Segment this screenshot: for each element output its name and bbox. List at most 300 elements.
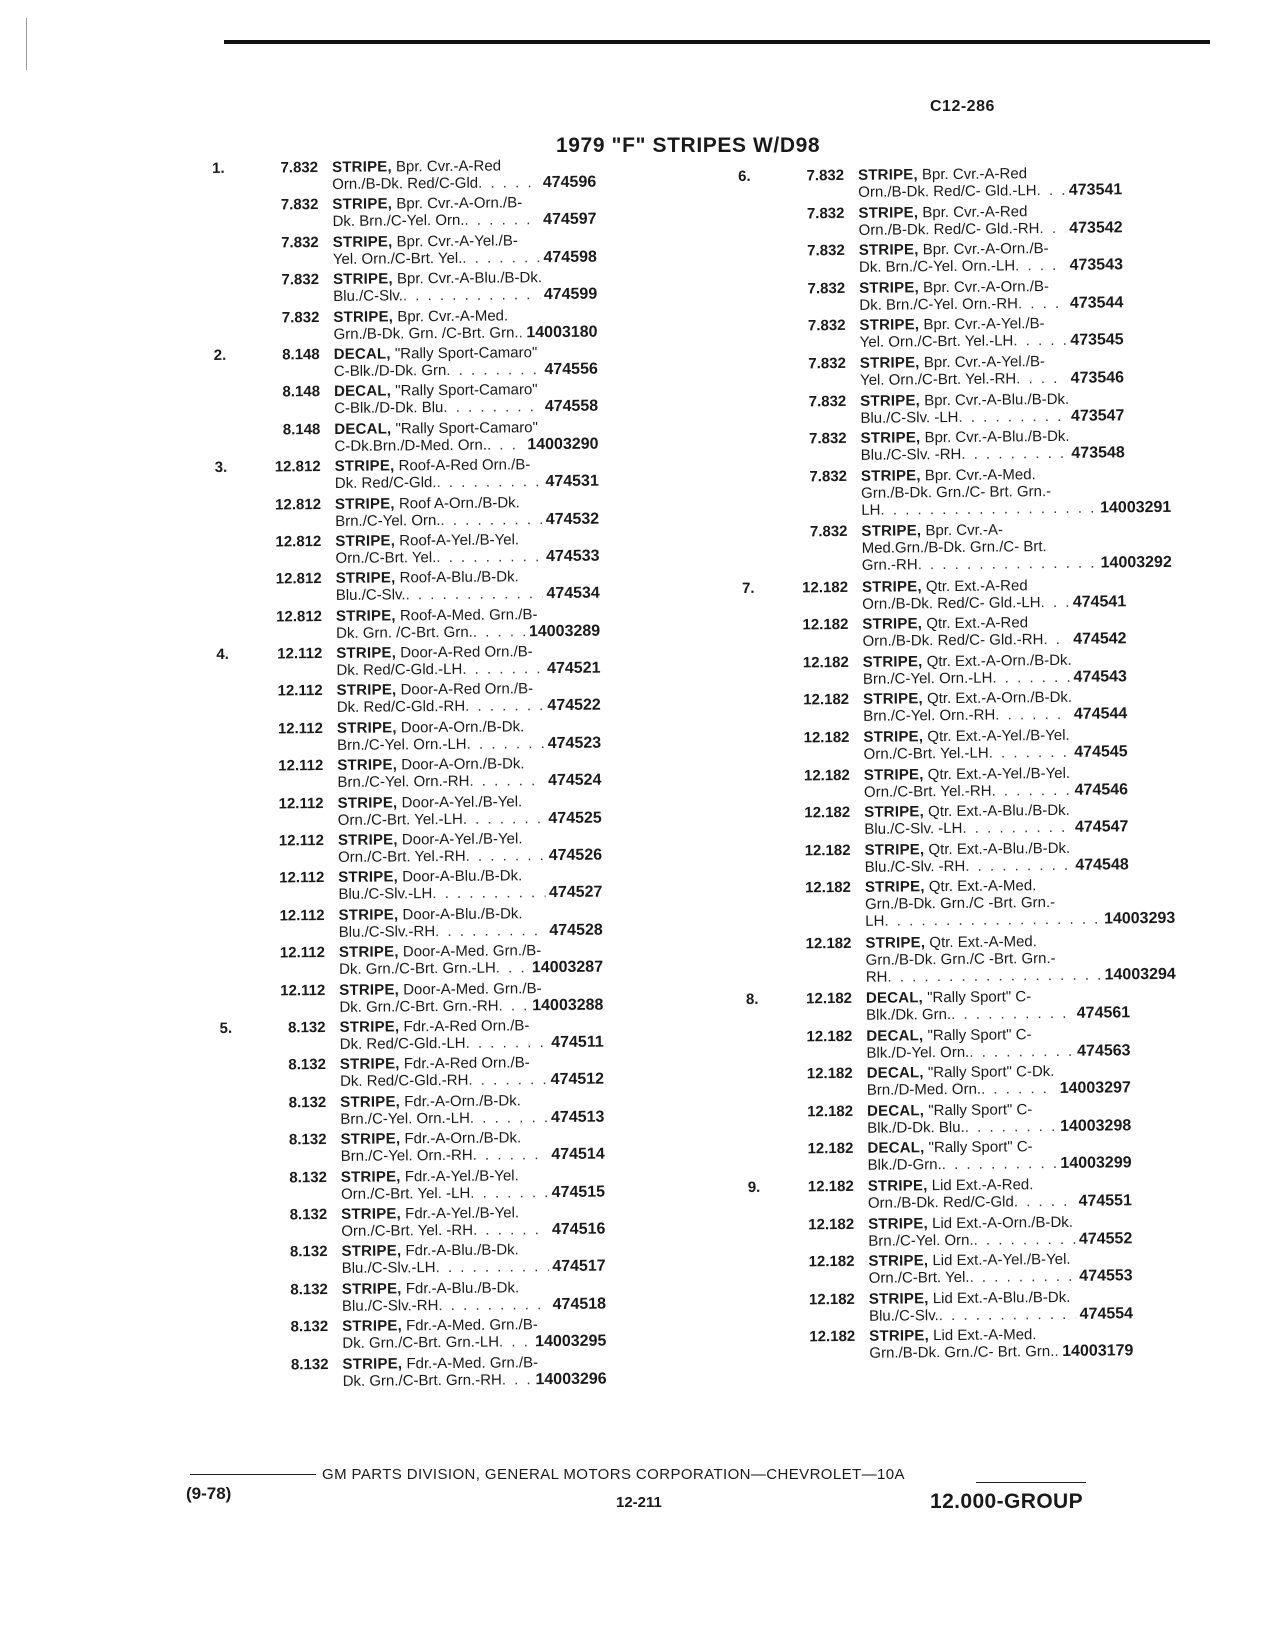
figure-number: 12.812 — [276, 607, 323, 626]
reference-number: 6. — [738, 167, 751, 185]
part-name: STRIPE, — [339, 1055, 400, 1074]
figure-number: 8.148 — [282, 346, 320, 364]
part-description — [336, 643, 600, 679]
part-number: 474527 — [548, 884, 603, 902]
part-spec: Qtr. Ext.-A-Blu./B-Dk. — [928, 839, 1071, 858]
part-number: 474521 — [546, 659, 601, 678]
part-entry — [215, 530, 645, 571]
dot-leader — [436, 548, 542, 566]
reference-number: 1. — [212, 159, 225, 177]
description-leader-line — [339, 996, 603, 1015]
part-description — [337, 717, 601, 753]
part-number: 474513 — [550, 1108, 605, 1126]
dot-leader — [487, 436, 523, 453]
dot-leader — [466, 847, 545, 865]
part-entry — [741, 427, 1171, 469]
part-spec: Yel. Orn./C-Brt. Yel.-RH — [859, 370, 1017, 389]
figure-number: 12.112 — [278, 757, 324, 775]
part-number: 474597 — [543, 211, 597, 229]
figure-number: 12.112 — [279, 944, 325, 962]
part-name: DECAL, — [333, 345, 391, 363]
description-leader-line — [866, 966, 1176, 986]
part-entry — [748, 1175, 1178, 1217]
figure-number: 12.182 — [809, 1328, 856, 1346]
part-number: 474516 — [551, 1220, 606, 1239]
description-line: Grn./B-Dk. Grn./C -Brt. Grn.- — [865, 949, 1056, 969]
part-number: 473542 — [1069, 218, 1123, 237]
dot-leader — [462, 660, 543, 678]
part-name: STRIPE, — [868, 1214, 928, 1233]
part-name: STRIPE, — [337, 794, 398, 812]
part-number: 14003297 — [1059, 1079, 1131, 1098]
part-name: STRIPE, — [865, 933, 926, 952]
part-name: STRIPE, — [340, 1167, 401, 1186]
part-description — [865, 932, 1175, 986]
left-parts-column — [212, 156, 653, 1394]
dot-leader — [464, 212, 539, 230]
part-spec: Door-A-Orn./B-Dk. — [401, 755, 525, 774]
description-leader-line — [333, 286, 597, 305]
figure-number: 12.182 — [804, 841, 851, 860]
part-entry — [219, 904, 649, 945]
part-spec: Roof A-Orn./B-Dk. — [398, 493, 520, 512]
part-spec: Dk. Red/C-Gld.-RH — [339, 1072, 469, 1091]
part-entry — [739, 277, 1169, 319]
part-spec: Lid Ext.-A-Blu./B-Dk. — [932, 1288, 1071, 1307]
figure-number: 7.832 — [809, 523, 848, 541]
part-spec: Bpr. Cvr.-A-Orn./B- — [922, 240, 1049, 259]
figure-number: 8.132 — [289, 1243, 328, 1261]
description-line: Grn./B-Dk. Grn./C -Brt. Grn.- — [864, 894, 1056, 914]
part-name: STRIPE, — [861, 577, 922, 596]
part-description — [862, 576, 1126, 613]
part-spec: Blk./D-Yel. Orn. — [866, 1043, 970, 1062]
part-entry — [220, 1054, 650, 1095]
description-leader-line — [338, 847, 602, 866]
part-spec: Orn./C-Brt. Yel.-LH — [863, 744, 989, 763]
part-spec: Dk. Grn./C-Brt. Grn.-LH — [342, 1333, 500, 1353]
dot-leader — [496, 959, 528, 976]
part-description — [863, 726, 1127, 763]
part-name: STRIPE, — [331, 158, 392, 176]
part-spec: Orn./C-Brt. Yel.-RH — [863, 782, 992, 801]
part-spec: Roof-A-Yel./B-Yel. — [399, 531, 520, 550]
part-entry — [214, 381, 644, 422]
part-description — [340, 1129, 604, 1165]
part-spec: Door-A-Red Orn./B- — [400, 643, 533, 662]
part-number: 474599 — [543, 285, 598, 304]
part-description — [342, 1316, 606, 1352]
part-entry — [744, 763, 1174, 805]
part-spec: Qtr. Ext.-A-Med. — [928, 877, 1037, 896]
part-entry — [220, 1128, 650, 1169]
part-spec: Qtr. Ext.-A-Med. — [929, 932, 1037, 951]
part-description — [867, 1063, 1131, 1100]
description-leader-line — [343, 1370, 607, 1389]
part-number: 474511 — [551, 1033, 604, 1052]
dot-leader — [438, 1296, 548, 1314]
reference-number: 9. — [747, 1178, 761, 1196]
description-leader-line — [336, 585, 600, 604]
part-number: 474598 — [543, 248, 597, 266]
part-spec: Brn./C-Yel. Orn.-LH — [337, 735, 467, 754]
part-name: DECAL, — [867, 1139, 925, 1158]
part-description — [861, 465, 1171, 519]
part-entry — [217, 680, 647, 721]
part-spec: Dk. Red/C-Gld.-RH — [336, 698, 466, 717]
part-name: STRIPE, — [339, 1018, 400, 1036]
part-name: STRIPE, — [338, 868, 399, 887]
description-leader-line — [342, 1258, 606, 1277]
part-name: DECAL, — [866, 1102, 925, 1120]
part-description — [868, 1175, 1132, 1212]
dot-leader — [918, 555, 1097, 574]
figure-number: 12.112 — [279, 906, 325, 925]
dot-leader — [884, 911, 1100, 930]
part-number: 474546 — [1074, 780, 1129, 799]
part-name: STRIPE, — [335, 532, 396, 550]
part-spec: Brn./C-Yel. Orn.-RH — [863, 706, 996, 726]
part-spec: Bpr. Cvr.-A-Blu./B-Dk. — [396, 269, 543, 288]
figure-number: 12.182 — [803, 728, 850, 747]
part-number: 474554 — [1079, 1305, 1134, 1323]
figure-number: 12.182 — [806, 1027, 853, 1046]
part-entry — [215, 493, 645, 534]
description-leader-line — [337, 697, 601, 716]
dot-leader — [443, 398, 541, 416]
part-description — [859, 277, 1123, 314]
part-number: 14003288 — [532, 996, 604, 1014]
part-name: STRIPE, — [860, 391, 921, 410]
part-spec: Bpr. Cvr.-A-Red — [395, 157, 502, 176]
part-spec: Blu./C-Slv.-RH — [341, 1296, 439, 1315]
figure-number: 8.132 — [287, 1019, 326, 1037]
figure-number: 7.832 — [806, 204, 845, 222]
part-entry — [214, 418, 644, 459]
part-entry — [742, 575, 1172, 617]
part-name: DECAL, — [334, 420, 392, 438]
part-name: STRIPE, — [857, 166, 918, 184]
figure-number: 8.132 — [290, 1318, 329, 1336]
part-entry — [740, 352, 1170, 394]
part-spec: Door-A-Yel./B-Yel. — [401, 792, 523, 812]
part-name: STRIPE, — [858, 203, 919, 222]
description-leader-line — [865, 910, 1175, 930]
part-entry — [749, 1325, 1179, 1367]
description-leader-line — [867, 1080, 1131, 1100]
part-spec: Orn./C-Brt. Yel.-RH — [338, 847, 466, 866]
part-description — [859, 239, 1123, 276]
part-entry — [218, 829, 648, 870]
part-entry — [746, 987, 1176, 1029]
dot-leader — [1040, 593, 1068, 610]
part-spec: Fdr.-A-Red Orn./B- — [403, 1017, 530, 1036]
figure-number: 12.182 — [808, 1290, 855, 1309]
part-description — [337, 755, 601, 791]
figure-number: 12.812 — [274, 458, 321, 476]
part-spec: Blk./D-Dk. Blu. — [867, 1118, 965, 1137]
figure-number: 12.182 — [806, 1065, 853, 1083]
part-number: 474551 — [1078, 1192, 1133, 1210]
dot-leader — [469, 772, 544, 790]
figure-number: 7.832 — [281, 233, 319, 252]
part-spec: Fdr.-A-Orn./B-Dk. — [404, 1129, 522, 1148]
dot-leader — [473, 623, 525, 640]
figure-number: 12.182 — [805, 934, 852, 953]
part-name: STRIPE, — [332, 195, 393, 214]
reference-number: 3. — [214, 459, 228, 477]
description-leader-line — [867, 1117, 1131, 1137]
part-spec: "Rally Sport" C- — [928, 1101, 1033, 1120]
part-spec: Blu./C-Slv.-LH — [341, 1259, 436, 1278]
part-number: 14003294 — [1104, 965, 1176, 984]
part-spec: Lid Ext.-A-Yel./B-Yel. — [932, 1251, 1071, 1270]
part-number: 474563 — [1077, 1041, 1131, 1060]
part-spec: Fdr.-A-Blu./B-Dk. — [405, 1241, 519, 1260]
part-name: STRIPE, — [860, 429, 921, 447]
description-leader-line — [332, 174, 596, 193]
description-leader-line — [869, 1267, 1133, 1287]
part-spec: Door-A-Blu./B-Dk. — [402, 905, 523, 924]
part-number: 474543 — [1073, 668, 1127, 686]
part-name: STRIPE, — [863, 765, 924, 784]
part-name: STRIPE, — [860, 467, 921, 485]
part-spec: Dk. Grn./C-Brt. Grn.-RH — [339, 997, 499, 1016]
part-description — [860, 352, 1124, 389]
description-leader-line — [860, 332, 1124, 352]
part-name: STRIPE, — [338, 906, 399, 924]
part-name: STRIPE, — [336, 719, 397, 737]
part-entry — [220, 1016, 650, 1057]
description-leader-line — [860, 369, 1124, 389]
part-number: 14003287 — [531, 958, 604, 977]
part-number: 473543 — [1069, 256, 1124, 275]
dot-leader — [502, 1371, 532, 1388]
part-spec: Qtr. Ext.-A-Yel./B-Yel. — [927, 726, 1070, 746]
part-number: 14003179 — [1062, 1342, 1134, 1361]
figure-number: 7.832 — [280, 159, 319, 177]
part-description — [341, 1204, 605, 1240]
part-spec: Qtr. Ext.-A-Red — [926, 614, 1029, 633]
part-entry — [219, 979, 649, 1020]
part-description — [342, 1353, 606, 1389]
dot-leader — [435, 922, 545, 940]
part-spec: Fdr.-A-Blu./B-Dk. — [405, 1279, 520, 1298]
part-spec: Grn.-RH — [861, 556, 918, 574]
part-entry — [747, 1100, 1177, 1142]
part-spec: Brn./C-Yel. Orn. — [335, 511, 441, 530]
dot-leader — [965, 857, 1071, 875]
dot-leader — [467, 735, 544, 753]
description-leader-line — [338, 809, 602, 828]
part-number: 473547 — [1070, 406, 1125, 425]
part-spec: Dk. Grn./C-Brt. Grn.-LH — [338, 959, 496, 979]
part-entry — [742, 613, 1172, 655]
figure-number: 8.132 — [289, 1168, 327, 1186]
part-description — [335, 493, 599, 529]
dot-leader — [473, 1221, 548, 1239]
part-entry — [746, 1024, 1176, 1066]
description-leader-line — [859, 256, 1123, 276]
part-spec: "Rally Sport" C- — [928, 1138, 1033, 1157]
dot-leader — [468, 1071, 546, 1089]
description-leader-line — [868, 1192, 1132, 1212]
dot-leader — [951, 1005, 1073, 1023]
part-name: STRIPE, — [862, 652, 923, 671]
part-description — [861, 520, 1171, 574]
figure-number: 7.832 — [807, 242, 845, 260]
part-spec: Orn./B-Dk. Red/C-Gld — [867, 1193, 1014, 1212]
dot-leader — [958, 407, 1067, 425]
part-number: 14003295 — [535, 1332, 607, 1351]
part-spec: Dk. Grn. /C-Brt. Grn. — [336, 623, 473, 642]
footer-publisher: GM PARTS DIVISION, GENERAL MOTORS CORPORATION—CHEVROLET—10A — [322, 1466, 905, 1483]
figure-number: 12.812 — [275, 570, 322, 588]
part-spec: Door-A-Med. Grn./B- — [402, 942, 542, 961]
description-leader-line — [859, 294, 1123, 314]
part-name: DECAL, — [866, 1064, 924, 1083]
part-description — [336, 605, 600, 641]
part-spec: Bpr. Cvr.-A-Blu./B-Dk. — [924, 427, 1070, 447]
description-leader-line — [862, 593, 1126, 613]
part-entry — [741, 520, 1172, 580]
part-description — [864, 801, 1128, 838]
description-leader-line — [859, 219, 1123, 239]
reference-number: 2. — [213, 346, 227, 364]
description-leader-line — [341, 1183, 605, 1202]
part-name: STRIPE, — [338, 943, 399, 962]
part-spec: Dk. Brn./C-Yel. Orn.-LH — [858, 257, 1016, 277]
part-spec: Qtr. Ext.-A-Orn./B-Dk. — [926, 689, 1073, 708]
part-number: 474523 — [547, 734, 602, 752]
description-leader-line — [864, 818, 1128, 838]
part-name: STRIPE, — [339, 980, 400, 999]
part-number: 474548 — [1075, 855, 1129, 874]
figure-number: 12.182 — [804, 879, 851, 897]
description-leader-line — [861, 499, 1171, 519]
part-spec: Door-A-Med. Grn./B- — [403, 979, 542, 998]
part-spec: Fdr.-A-Orn./B-Dk. — [404, 1092, 521, 1111]
dot-leader — [466, 1034, 548, 1052]
part-name: STRIPE, — [864, 878, 925, 897]
dot-leader — [1037, 182, 1065, 199]
dot-leader — [887, 966, 1100, 985]
part-number: 474533 — [546, 547, 600, 566]
dot-leader — [880, 499, 1096, 518]
part-spec: Qtr. Ext.-A-Blu./B-Dk. — [928, 801, 1070, 821]
part-spec: Dk. Red/C-Gld.-LH — [339, 1034, 466, 1053]
dot-leader — [446, 361, 540, 379]
part-spec: "Rally Sport" C-Dk. — [927, 1063, 1055, 1082]
dot-leader — [989, 744, 1071, 762]
dot-leader — [465, 698, 543, 716]
part-description — [869, 1288, 1133, 1325]
part-number: 474518 — [552, 1295, 607, 1313]
part-description — [867, 1100, 1131, 1137]
part-spec: Dk. Grn./C-Brt. Grn.-RH — [342, 1371, 502, 1390]
figure-number: 12.182 — [803, 691, 850, 709]
part-number: 14003293 — [1103, 910, 1176, 928]
figure-number: 7.832 — [806, 166, 845, 185]
header-rule — [224, 40, 1210, 44]
part-number: 14003298 — [1059, 1117, 1132, 1135]
part-name: STRIPE, — [341, 1205, 402, 1223]
figure-number: 8.132 — [290, 1280, 328, 1299]
part-spec: Orn./C-Brt. Yel. — [868, 1269, 970, 1288]
part-number: 474547 — [1074, 818, 1129, 836]
part-number: 474525 — [548, 809, 602, 827]
figure-number: 8.148 — [282, 383, 321, 401]
part-number: 474524 — [547, 771, 602, 790]
figure-number: 7.832 — [808, 430, 847, 448]
part-spec: Orn./B-Dk. Red/C-Gld — [332, 174, 479, 193]
figure-number: 12.112 — [278, 794, 324, 813]
figure-number: 12.112 — [277, 645, 323, 663]
part-name: STRIPE, — [335, 569, 396, 588]
figure-number: 12.112 — [277, 682, 323, 700]
part-entry — [738, 164, 1168, 206]
part-entry — [748, 1212, 1178, 1254]
dot-leader — [1018, 295, 1066, 312]
part-entry — [743, 726, 1173, 768]
part-spec: "Rally Sport-Camaro" — [395, 418, 538, 438]
part-entry — [222, 1315, 652, 1356]
part-name: STRIPE, — [864, 803, 925, 821]
part-description — [332, 194, 596, 230]
part-description — [340, 1091, 604, 1127]
part-spec: Fdr.-A-Yel./B-Yel. — [404, 1166, 519, 1185]
part-spec: Bpr. Cvr.-A-Yel./B- — [396, 232, 518, 251]
figure-number: 12.182 — [808, 1253, 855, 1271]
description-leader-line — [341, 1221, 605, 1240]
figure-number: 7.832 — [809, 467, 848, 486]
part-description — [862, 613, 1126, 650]
dot-leader — [499, 1333, 531, 1350]
part-name: STRIPE, — [858, 241, 919, 260]
part-entry — [745, 876, 1176, 936]
description-leader-line — [342, 1333, 606, 1352]
part-spec: Brn./D-Med. Orn. — [866, 1080, 982, 1100]
part-entry — [214, 343, 644, 384]
part-description — [868, 1213, 1132, 1250]
description-leader-line — [869, 1343, 1133, 1363]
part-number: 14003291 — [1100, 498, 1172, 517]
part-name: STRIPE, — [334, 457, 395, 476]
part-number: 474544 — [1073, 705, 1128, 724]
part-name: STRIPE, — [859, 354, 920, 372]
part-spec: Orn./C-Brt. Yel.-LH — [337, 810, 463, 829]
figure-number: 12.182 — [808, 1215, 855, 1233]
part-name: STRIPE, — [869, 1327, 930, 1346]
part-spec: Bpr. Cvr.-A-Med. — [924, 465, 1036, 484]
part-spec: Orn./C-Brt. Yel. -LH — [340, 1184, 471, 1203]
part-spec: Blk./D-Grn. — [867, 1156, 942, 1175]
description-leader-line — [342, 1295, 606, 1314]
revision-date: (9-78) — [186, 1484, 232, 1503]
part-description — [334, 344, 598, 380]
part-name: STRIPE, — [337, 831, 398, 849]
part-description — [866, 1025, 1130, 1062]
part-name: STRIPE, — [340, 1130, 401, 1149]
part-description — [339, 904, 603, 940]
dot-leader — [462, 249, 539, 267]
group-number: 12.000-GROUP — [930, 1490, 1084, 1513]
part-spec: Orn./B-Dk. Red/C- Gld.-LH — [858, 182, 1037, 201]
part-spec: Fdr.-A-Red Orn./B- — [403, 1054, 530, 1073]
part-spec: Bpr. Cvr.-A-Red — [921, 165, 1028, 184]
part-description — [339, 942, 603, 978]
part-description — [866, 987, 1130, 1024]
